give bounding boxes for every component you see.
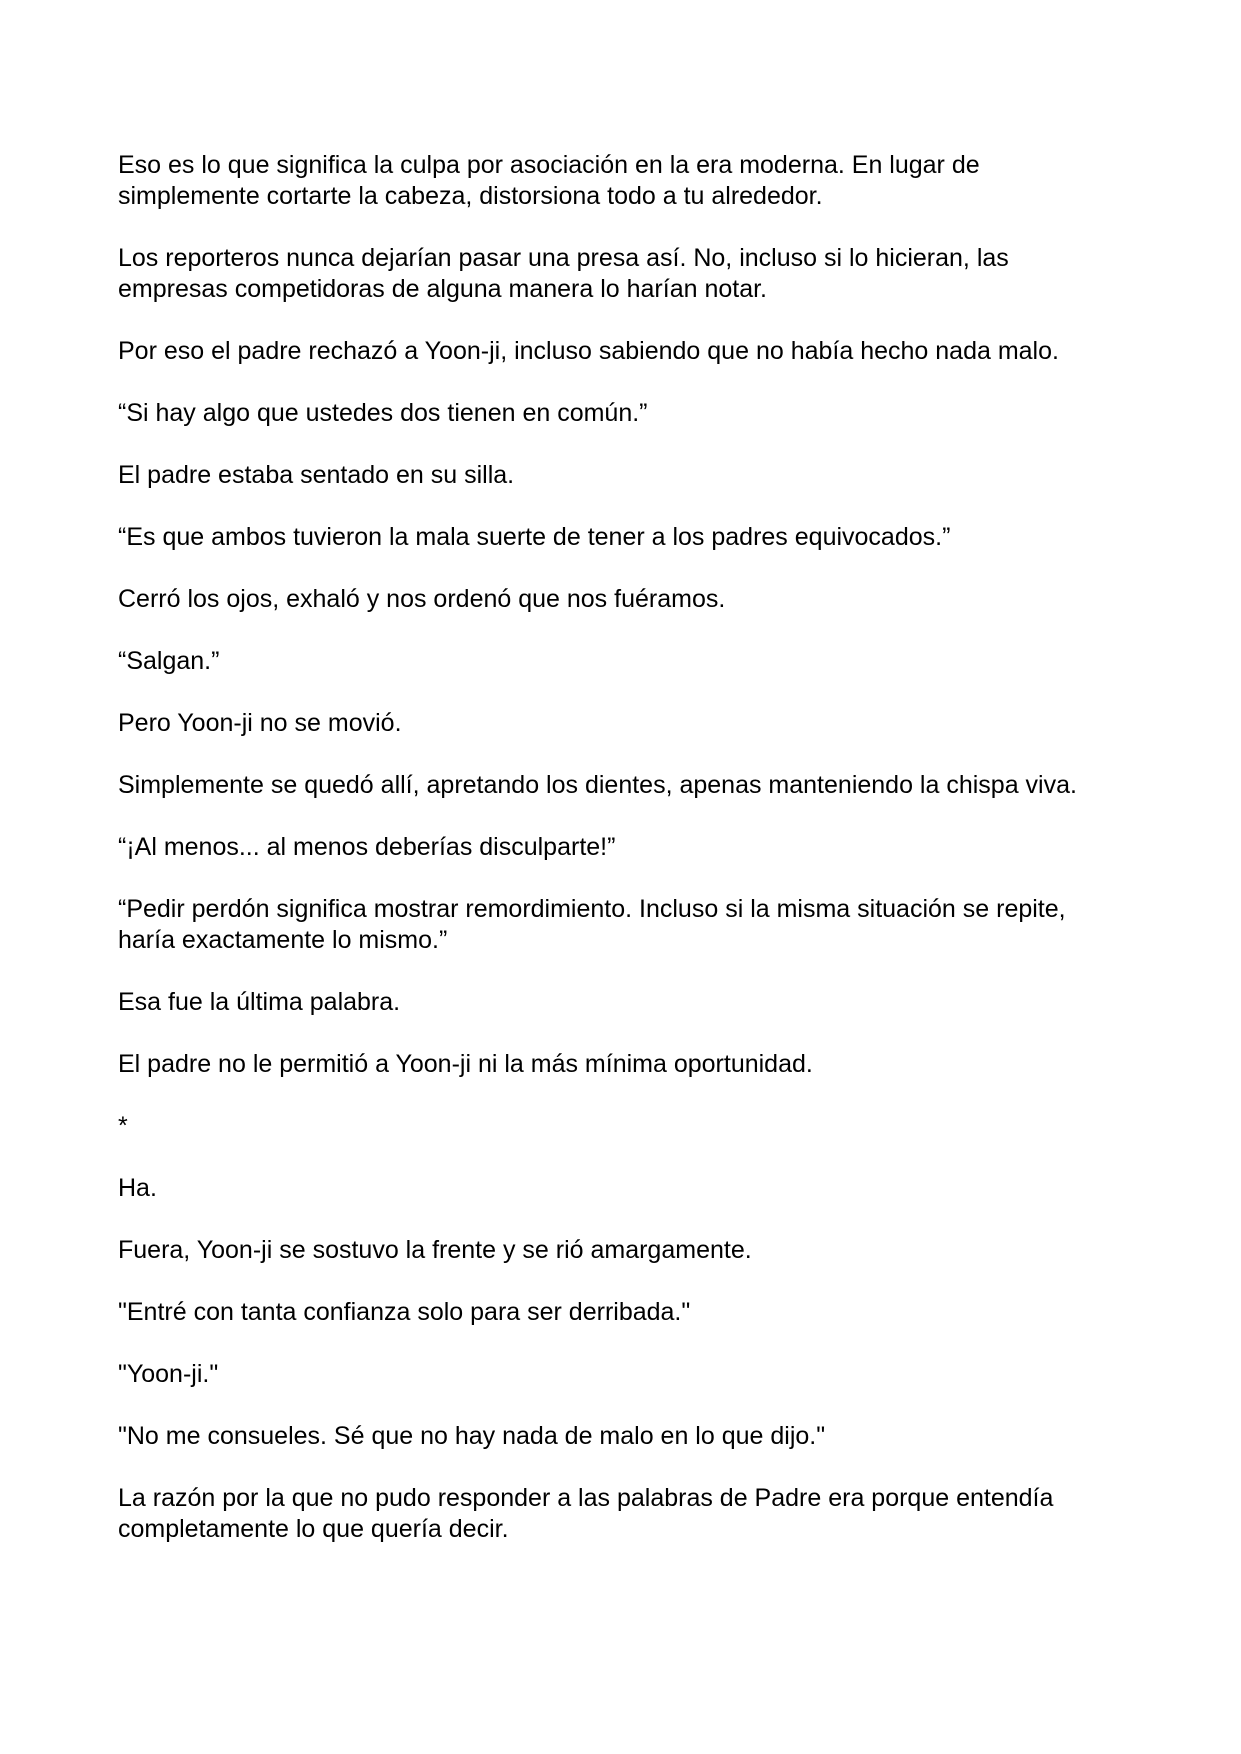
paragraph: "Yoon-ji."	[118, 1360, 219, 1388]
paragraph: “Si hay algo que ustedes dos tienen en común.”	[118, 399, 648, 427]
document-body	[118, 150, 1118, 1576]
paragraph: El padre no le permitió a Yoon-ji ni la más mínima oportunidad.	[118, 1050, 813, 1078]
paragraph: El padre estaba sentado en su silla.	[118, 461, 515, 489]
paragraph: "No me consueles. Sé que no hay nada de malo en lo que dijo."	[118, 1422, 826, 1450]
paragraph: "Entré con tanta confianza solo para ser derribada."	[118, 1298, 691, 1326]
paragraph: “Pedir perdón significa mostrar remordimiento. Incluso si la misma situación se repite, haría exactamente lo mismo.”	[118, 895, 1066, 954]
paragraph: “¡Al menos... al menos deberías disculparte!”	[118, 833, 616, 861]
paragraph: Esa fue la última palabra.	[118, 988, 401, 1016]
scene-break: *	[118, 1112, 128, 1140]
paragraph: Pero Yoon-ji no se movió.	[118, 709, 402, 737]
paragraph: Fuera, Yoon-ji se sostuvo la frente y se rió amargamente.	[118, 1236, 752, 1264]
paragraph: Por eso el padre rechazó a Yoon-ji, incluso sabiendo que no había hecho nada malo.	[118, 337, 1059, 365]
paragraph: “Salgan.”	[118, 647, 220, 675]
paragraph: Cerró los ojos, exhaló y nos ordenó que nos fuéramos.	[118, 585, 726, 613]
paragraph: La razón por la que no pudo responder a las palabras de Padre era porque entendía completamente lo que quería decir.	[118, 1484, 1054, 1543]
paragraph: Los reporteros nunca dejarían pasar una presa así. No, incluso si lo hicieran, las empresas competidoras de alguna manera lo harían notar.	[118, 244, 1009, 303]
paragraph: “Es que ambos tuvieron la mala suerte de tener a los padres equivocados.”	[118, 523, 951, 551]
paragraph: Simplemente se quedó allí, apretando los dientes, apenas manteniendo la chispa viva.	[118, 771, 1077, 799]
paragraph: Eso es lo que significa la culpa por asociación en la era moderna. En lugar de simplemente cortarte la cabeza, distorsiona todo a tu alrededor.	[118, 151, 980, 210]
paragraph: Ha.	[118, 1174, 157, 1202]
